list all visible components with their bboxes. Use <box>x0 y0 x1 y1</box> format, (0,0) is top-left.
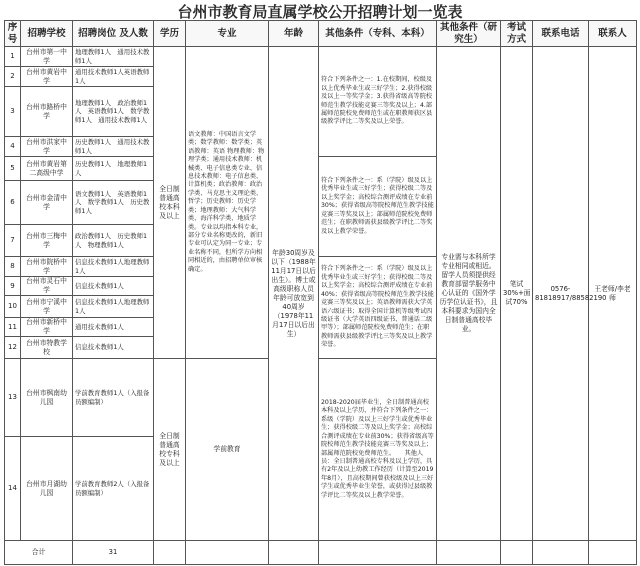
row-number: 1 <box>5 47 21 67</box>
school-name: 台州市三梅中学 <box>21 225 73 257</box>
other-conditions-2: 符合下列条件之一：系（学院）级及以上优秀毕业生或三好学生；获得校级二等及以上奖学金；高校综合测评成绩在专业前30%；获得省级高等院校师范生教学技能竞赛三等奖及以上；部属师范院校免费师范生；在职教师需获县级教学评比二等奖及以上教学荣誉。 <box>319 157 437 257</box>
school-name: 台州市金清中学 <box>21 181 73 225</box>
total-value: 31 <box>73 541 154 565</box>
row-number: 9 <box>5 277 21 296</box>
position-text: 信息技术教师1人 <box>73 337 154 359</box>
major-requirements: 语文教师：中国语言文学类；数学教师：数学类；英语教师：英语 物理教师：物理学类；通用技术教师：机械类、电子信息类专业、信息技术教师：电子信息类、计算机类；政治教师：政治学类、马克思主义理论类、哲学；历史教师：历史学类；地理教师：大气科学类、海洋科学类、地质学类。专业以均指本科专业，部分专业名称更改的，新旧专业可认定为同一专业；专业名称不同，但所学方向相同相近的，由招聘单位审核确定。 <box>186 47 269 359</box>
header-major: 专业 <box>186 21 269 47</box>
empty-cell <box>319 541 437 565</box>
other-conditions-4: 2018-2020届毕业生，全日制普通高校本科及以上学历，并符合下列条件之一：系级（学院）及以上三好学生或优秀毕业生；获得校级二等及以上奖学金；高校综合测评成绩在专业前30%；获得省级高等院校师范生教学技能竞赛三等奖及以上；部属师范院校免费师范生。 其他人员：全日制普通高校专科及以上学历，具有2年及以上幼教工作经历（计算至2019年8月），且高校期间曾获校级及以上三好学生或优秀毕业生荣誉，或获得过县级教学评比二等奖及以上教学荣誉。 <box>319 359 437 541</box>
education-college: 全日制普通高校专科及以上 <box>154 359 186 541</box>
recruitment-table <box>4 20 637 565</box>
position-text: 历史教师1人 地理教师1人 <box>73 157 154 181</box>
school-name: 台州市路桥中学 <box>21 87 73 137</box>
school-name: 台州市月湖幼儿园 <box>21 437 73 541</box>
header-phone: 联系电话 <box>533 21 589 47</box>
header-education: 学历 <box>154 21 186 47</box>
header-other-grad: 其他条件（研究生） <box>437 21 501 47</box>
row-number: 7 <box>5 225 21 257</box>
table-row <box>5 47 637 67</box>
empty-cell <box>589 541 637 565</box>
position-text: 信息技术教师1人地理教师1人 <box>73 257 154 277</box>
page-title: 台州市教育局直属学校公开招聘计划一览表 <box>177 3 463 21</box>
empty-cell <box>437 541 501 565</box>
empty-cell <box>533 541 589 565</box>
empty-cell <box>154 541 186 565</box>
school-name: 台州市黄岩中学 <box>21 67 73 87</box>
major-preschool: 学前教育 <box>186 359 269 541</box>
empty-cell <box>269 541 319 565</box>
age-requirement: 年龄30周岁及以下（1988年11月17日以后出生）。博士或高级职称人员年龄可放宽到40周岁（1978年11月17日以后出生） <box>269 47 319 541</box>
row-number: 10 <box>5 296 21 318</box>
school-name: 台州市第一中学 <box>21 47 73 67</box>
empty-cell <box>501 541 533 565</box>
position-text: 语文教师1人 英语教师1人 数学教师1人 历史教师1人 <box>73 181 154 225</box>
row-number: 3 <box>5 87 21 137</box>
row-number: 6 <box>5 181 21 225</box>
school-name: 台州市枫南幼儿园 <box>21 359 73 437</box>
row-number: 11 <box>5 318 21 337</box>
school-name: 台州市洪家中学 <box>21 137 73 157</box>
row-number: 4 <box>5 137 21 157</box>
position-text: 地理教师1人 政治教师1人 英语教师1人 数学教师1人 通用技术教师1人 <box>73 87 154 137</box>
empty-cell <box>186 541 269 565</box>
row-number: 13 <box>5 359 21 437</box>
position-text: 历史教师1人 通用技术教师1人 <box>73 137 154 157</box>
position-text: 信息技术教师1人地理教师1人 <box>73 296 154 318</box>
header-no: 序号 <box>5 21 21 47</box>
school-name: 台州市特教学校 <box>21 337 73 359</box>
header-position: 招聘岗位 及人数 <box>73 21 154 47</box>
position-text: 信息技术教师1人 <box>73 277 154 296</box>
other-conditions-grad: 专业需与本科所学专业相同或相近。留学人员须提供经教育部留学服务中心认证的《国外学历学位认证书》，且本科要求为国内全日制普通高校毕业。 <box>437 47 501 541</box>
contact-person: 王老师/李老师 <box>589 47 637 541</box>
position-text: 地理教师1人 通用技术教师1人 <box>73 47 154 67</box>
header-exam: 考试方式 <box>501 21 533 47</box>
row-number: 8 <box>5 257 21 277</box>
contact-phone: 0576-81818917/88582190 <box>533 47 589 541</box>
position-text: 学前教育教师1人（入报备员额编制） <box>73 359 154 437</box>
header-row <box>5 21 637 47</box>
school-name: 台州市灵石中学 <box>21 277 73 296</box>
row-number: 12 <box>5 337 21 359</box>
other-conditions-3: 符合下列条件之一：系（学院）级及以上优秀毕业生或三好学生；获得校级二等及以上奖学金；高校综合测评成绩在专业前40%；获得省级高等院校师范生教学技能竞赛三等奖及以上；英语教师需获大学英语六级证书；取得全国计算机等级考试四级证书（大学英语四级证书、普通话二级甲等）；部属师范院校免费师范生；在职教师需获县级教学评比三等奖及以上教学荣誉。 <box>319 257 437 359</box>
row-number: 14 <box>5 437 21 541</box>
header-contact: 联系人 <box>589 21 637 47</box>
position-text: 政治教师1人 历史教师1人 物理教师1人 <box>73 225 154 257</box>
position-text: 学前教育教师2人（入报备员额编制） <box>73 437 154 541</box>
school-name: 台州市新桥中学 <box>21 318 73 337</box>
position-text: 通用技术教师1人 <box>73 318 154 337</box>
total-row <box>5 541 637 565</box>
school-name: 台州市院桥中学 <box>21 257 73 277</box>
header-age: 年龄 <box>269 21 319 47</box>
total-label: 合计 <box>5 541 73 565</box>
header-school: 招聘学校 <box>21 21 73 47</box>
school-name: 台州市黄岩第二高级中学 <box>21 157 73 181</box>
school-name: 台州市宁溪中学 <box>21 296 73 318</box>
exam-method: 笔试30%+面试70% <box>501 47 533 541</box>
education-undergrad: 全日制普通高校本科及以上 <box>154 47 186 359</box>
other-conditions-1: 符合下列条件之一：1.在校期间，校级及以上优秀毕业生或三好学生；2.获得校级及以上一等奖学金；3.获得省级高等院校师范生教学技能竞赛三等奖及以上；4.部属师范院校免费师范生或在职教师获区县级教学评比二等奖及以上荣誉。 <box>319 47 437 157</box>
row-number: 5 <box>5 157 21 181</box>
position-text: 通用技术教师1人英语教师1人 <box>73 67 154 87</box>
row-number: 2 <box>5 67 21 87</box>
header-other: 其他条件（专科、本科） <box>319 21 437 47</box>
